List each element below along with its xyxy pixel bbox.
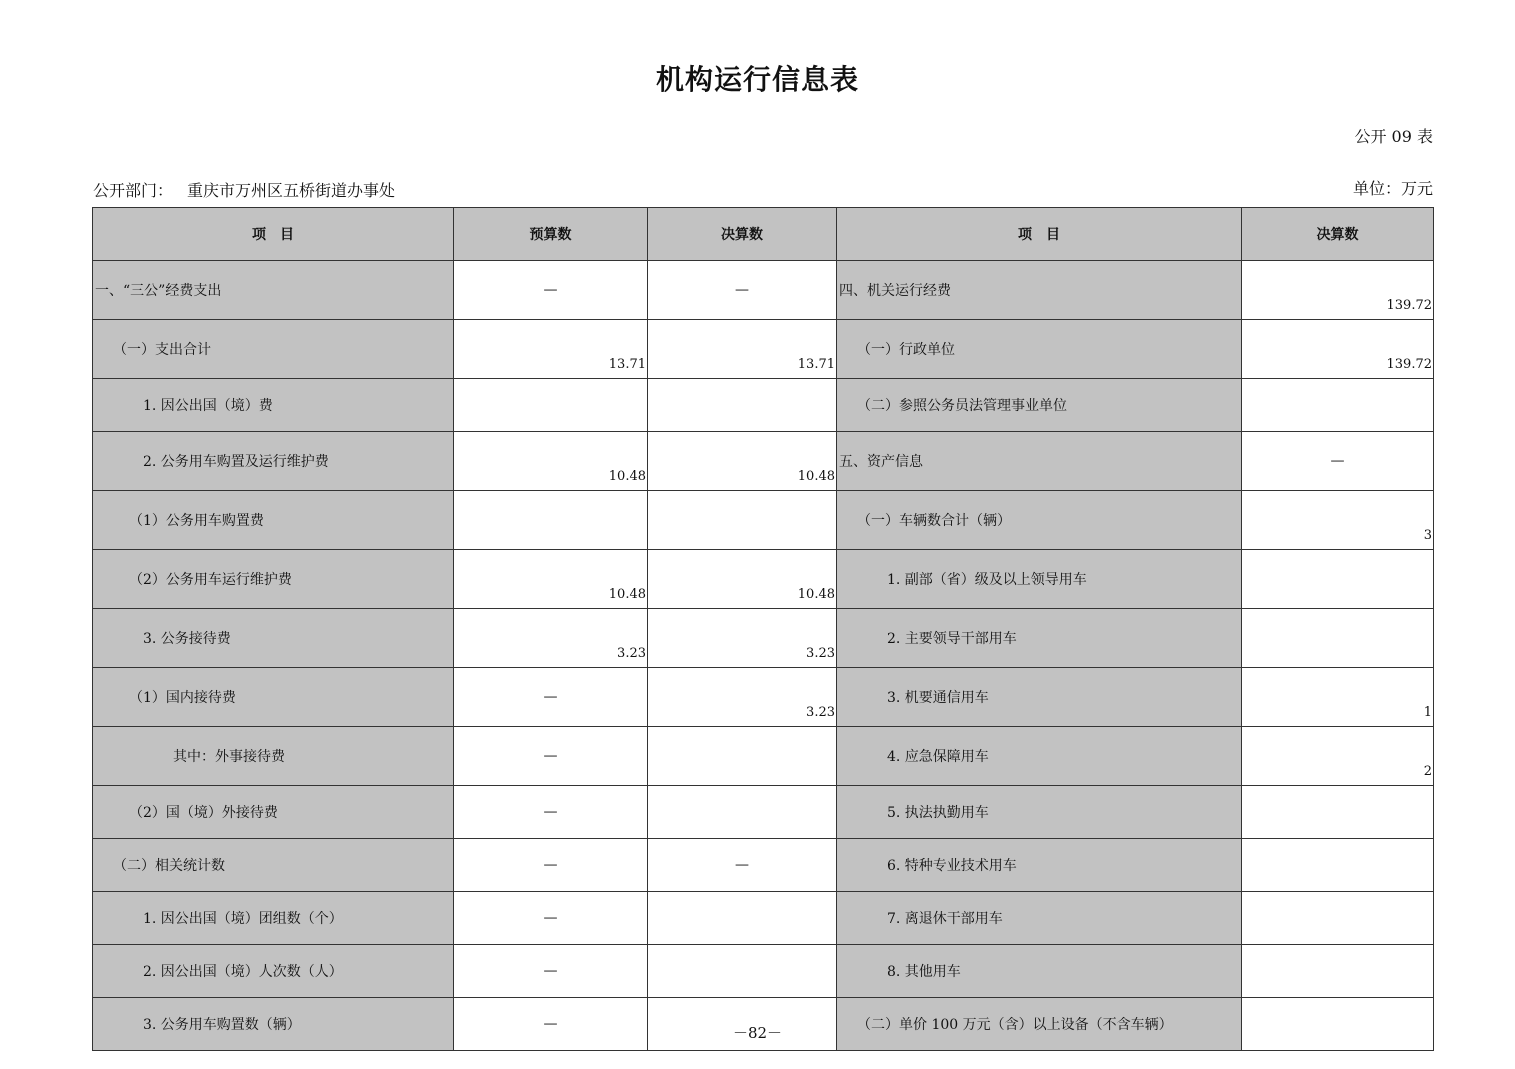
table-row	[93, 892, 1434, 945]
budget-value: —	[454, 727, 648, 786]
table-row	[93, 727, 1434, 786]
header-final-left: 决算数	[648, 208, 837, 261]
department-label: 公开部门：	[93, 181, 174, 200]
budget-value	[454, 379, 648, 432]
final-value-left: 13.71	[648, 320, 837, 379]
left-item-label: 1. 因公出国（境）费	[93, 379, 454, 432]
final-value-right: 139.72	[1242, 320, 1434, 379]
right-item-label: 8. 其他用车	[837, 945, 1242, 998]
table-row	[93, 432, 1434, 491]
page-title: 机构运行信息表	[655, 63, 859, 96]
left-item-label: （1）公务用车购置费	[93, 491, 454, 550]
table-row	[93, 668, 1434, 727]
department-value: 重庆市万州区五桥街道办事处	[187, 181, 396, 200]
final-value-left: 10.48	[648, 550, 837, 609]
table-row	[93, 839, 1434, 892]
left-item-label: （一）支出合计	[93, 320, 454, 379]
final-value-right: 139.72	[1242, 261, 1434, 320]
right-item-label: 五、资产信息	[837, 432, 1242, 491]
budget-value: —	[454, 998, 648, 1051]
left-item-label: 一、“三公”经费支出	[93, 261, 454, 320]
budget-value: 3.23	[454, 609, 648, 668]
right-item-label: 3. 机要通信用车	[837, 668, 1242, 727]
left-item-label: （1）国内接待费	[93, 668, 454, 727]
right-item-label: 7. 离退休干部用车	[837, 892, 1242, 945]
final-value-right	[1242, 892, 1434, 945]
table-row	[93, 491, 1434, 550]
left-item-label: （2）公务用车运行维护费	[93, 550, 454, 609]
right-item-label: （二）单价 100 万元（含）以上设备（不含车辆）	[837, 998, 1242, 1051]
final-value-right: 2	[1242, 727, 1434, 786]
budget-value: —	[454, 261, 648, 320]
budget-value: —	[454, 839, 648, 892]
final-value-left: 3.23	[648, 609, 837, 668]
table-row	[93, 550, 1434, 609]
budget-value: —	[454, 668, 648, 727]
final-value-left	[648, 379, 837, 432]
left-item-label: （2）国（境）外接待费	[93, 786, 454, 839]
left-item-label: 2. 公务用车购置及运行维护费	[93, 432, 454, 491]
table-row	[93, 261, 1434, 320]
budget-value: —	[454, 786, 648, 839]
page-number: －82－	[732, 1024, 783, 1042]
right-item-label: 6. 特种专业技术用车	[837, 839, 1242, 892]
final-value-left	[648, 945, 837, 998]
budget-value: —	[454, 945, 648, 998]
right-item-label: （一）行政单位	[837, 320, 1242, 379]
department-line	[93, 178, 395, 201]
header-item-right: 项 目	[837, 208, 1242, 261]
table-row	[93, 786, 1434, 839]
final-value-right	[1242, 550, 1434, 609]
final-value-right: 3	[1242, 491, 1434, 550]
left-item-label: 1. 因公出国（境）团组数（个）	[93, 892, 454, 945]
table-row	[93, 945, 1434, 998]
header-row	[93, 208, 1434, 261]
header-final-right: 决算数	[1242, 208, 1434, 261]
budget-value: —	[454, 892, 648, 945]
right-item-label: 1. 副部（省）级及以上领导用车	[837, 550, 1242, 609]
header-budget: 预算数	[454, 208, 648, 261]
table-row	[93, 320, 1434, 379]
left-item-label: 其中：外事接待费	[93, 727, 454, 786]
unit-label: 单位：万元	[1352, 179, 1433, 198]
right-item-label: 2. 主要领导干部用车	[837, 609, 1242, 668]
table-row	[93, 609, 1434, 668]
final-value-right	[1242, 609, 1434, 668]
final-value-right: 1	[1242, 668, 1434, 727]
final-value-left: 10.48	[648, 432, 837, 491]
final-value-right	[1242, 379, 1434, 432]
final-value-right: —	[1242, 432, 1434, 491]
left-item-label: 3. 公务接待费	[93, 609, 454, 668]
final-value-left	[648, 786, 837, 839]
right-item-label: 5. 执法执勤用车	[837, 786, 1242, 839]
final-value-right	[1242, 839, 1434, 892]
final-value-left	[648, 727, 837, 786]
header-item-left: 项 目	[93, 208, 454, 261]
budget-value	[454, 491, 648, 550]
final-value-left	[648, 892, 837, 945]
budget-value: 10.48	[454, 432, 648, 491]
info-table	[92, 207, 1434, 1051]
right-item-label: （一）车辆数合计（辆）	[837, 491, 1242, 550]
table-row	[93, 379, 1434, 432]
budget-value: 13.71	[454, 320, 648, 379]
final-value-left: —	[648, 261, 837, 320]
final-value-left: 3.23	[648, 668, 837, 727]
final-value-right	[1242, 945, 1434, 998]
left-item-label: 3. 公务用车购置数（辆）	[93, 998, 454, 1051]
left-item-label: 2. 因公出国（境）人次数（人）	[93, 945, 454, 998]
left-item-label: （二）相关统计数	[93, 839, 454, 892]
right-item-label: 四、机关运行经费	[837, 261, 1242, 320]
final-value-left: —	[648, 839, 837, 892]
right-item-label: （二）参照公务员法管理事业单位	[837, 379, 1242, 432]
final-value-left	[648, 491, 837, 550]
budget-value: 10.48	[454, 550, 648, 609]
right-item-label: 4. 应急保障用车	[837, 727, 1242, 786]
form-code: 公开 09 表	[1354, 127, 1433, 146]
final-value-right	[1242, 786, 1434, 839]
